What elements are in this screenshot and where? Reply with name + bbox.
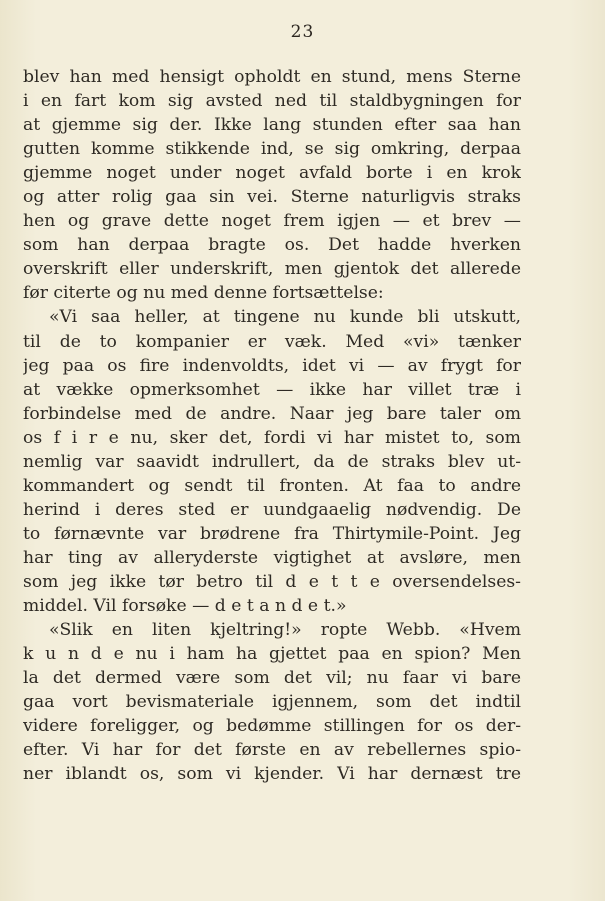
text-line: at gjemme sig der. Ikke lang stunden efter saa han [23,115,521,136]
text-line: middel. Vil forsøke — d e t a n d e t.» [23,596,347,617]
text-line: os f i r e nu, sker det, fordi vi har mistet to, som [23,427,521,448]
text-line: overskrift eller underskrift, men gjentok det allerede [23,259,521,280]
text-line: som jeg ikke tør betro til d e t t e oversendelses- [23,571,521,592]
text-line: hen og grave dette noget frem igjen — et brev — [23,211,521,232]
text-line: kommandert og sendt til fronten. At faa to andre [23,475,521,496]
text-line: to førnævnte var brødrene fra Thirtymile-Point. Jeg [23,523,521,544]
text-line: «Vi saa heller, at tingene nu kunde bli utskutt, [49,307,521,328]
text-line: k u n d e nu i ham ha gjettet paa en spion? Men [23,644,521,665]
text-line: efter. Vi har for det første en av rebellernes spio- [23,740,521,761]
text-line: og atter rolig gaa sin vei. Sterne naturligvis straks [23,187,521,208]
text-line: gjemme noget under noget avfald borte i en krok [23,163,521,184]
text-line: gaa vort bevismateriale igjennem, som det indtil [23,692,521,713]
text-line: i en fart kom sig avsted ned til staldbygningen for [23,91,521,112]
body-text [23,65,521,786]
text-line: har ting av alleryderste vigtighet at avsløre, men [23,547,521,568]
text-line: før citerte og nu med denne fortsættelse: [23,283,384,304]
text-line: herind i deres sted er uundgaaelig nødvendig. De [23,499,521,520]
text-line: til de to kompanier er væk. Med «vi» tænker [23,331,521,352]
text-line: blev han med hensigt opholdt en stund, mens Sterne [23,67,521,87]
page-number: 23 [290,22,315,42]
text-line: la det dermed være som det vil; nu faar vi bare [23,668,521,689]
text-line: ner iblandt os, som vi kjender. Vi har dernæst tre [23,764,521,785]
text-line: jeg paa os fire indenvoldts, idet vi — av frygt for [23,355,521,376]
text-line: forbindelse med de andre. Naar jeg bare taler om [23,403,521,424]
text-line: at vække opmerksomhet — ikke har villet træ i [23,379,521,400]
text-line: gutten komme stikkende ind, se sig omkring, derpaa [23,139,521,160]
text-line: nemlig var saavidt indrullert, da de straks blev ut- [23,451,521,472]
text-line: som han derpaa bragte os. Det hadde hverken [23,235,521,256]
text-line: «Slik en liten kjeltring!» ropte Webb. «Hvem [49,620,521,641]
text-line: videre foreligger, og bedømme stillingen for os der- [23,716,521,737]
